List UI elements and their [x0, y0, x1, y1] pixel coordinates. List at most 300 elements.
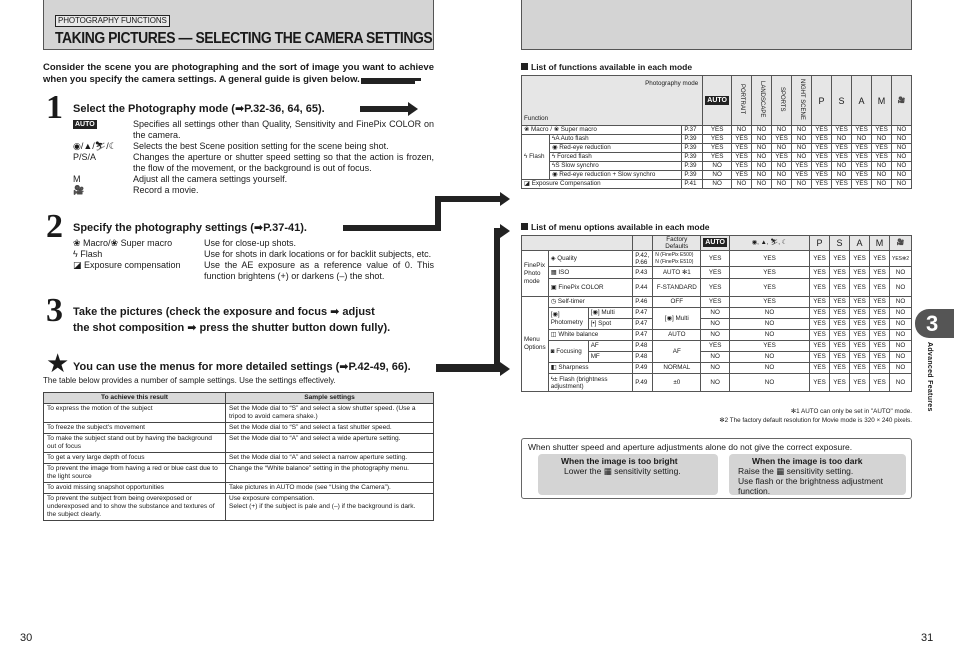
mode-header: LANDSCAPE — [752, 76, 772, 126]
step-1-arrow-shaft — [361, 78, 415, 84]
option-label: ◫ White balance — [548, 330, 633, 341]
intro-text: Consider the scene you are photographing and the sort of image you want to achieve when you specify the camera settings. A general guide is given below. — [43, 62, 434, 85]
setting-desc: Use for close-up shots. — [204, 238, 297, 248]
cell: NO — [792, 135, 812, 144]
setting-key: ❀ Macro/❀ Super macro — [73, 238, 173, 248]
cell: NO — [890, 297, 912, 308]
cell: YES — [810, 267, 830, 279]
cell: NO — [832, 162, 852, 171]
factory-value: F-STANDARD — [653, 279, 701, 297]
page-ref: P.39 — [682, 144, 703, 153]
option-label: [◉] Multi — [588, 308, 633, 319]
mode-desc: Adjust all the camera settings yourself. — [133, 174, 288, 184]
sample-settings-table — [43, 392, 434, 521]
table-note: The table below provides a number of sample settings. Use the settings effectively. — [43, 376, 336, 385]
cell: YES — [810, 330, 830, 341]
step-1-list — [73, 119, 434, 196]
step-3-number: 3 — [46, 292, 63, 329]
cell: YES — [810, 308, 830, 319]
step-2-list — [73, 238, 434, 282]
settings-cell: Set the Mode dial to “S” and select a slow shutter speed. (Use a tripod to avoid camera shake.) — [226, 404, 434, 423]
cell: YES — [701, 341, 730, 352]
settings-cell: Set the Mode dial to “S” and select a fast shutter speed. — [226, 423, 434, 434]
cell: NO — [890, 341, 912, 352]
cell: YES — [703, 153, 732, 162]
step-1-arrow-line — [360, 106, 408, 112]
cell: YES — [812, 153, 832, 162]
cell: NO — [701, 352, 730, 363]
cell: YES — [810, 279, 830, 297]
photometry-label: [◉] Photometry — [548, 308, 588, 330]
step-2-arrow-riser — [435, 201, 441, 231]
table-row — [522, 297, 912, 308]
cell: NO — [752, 180, 772, 189]
cell: YES — [810, 319, 830, 330]
cell: NO — [872, 135, 892, 144]
cell: NO — [792, 153, 812, 162]
footnote-2: ✻2 The factory default resolution for Movie mode is 320 × 240 pixels. — [719, 416, 912, 424]
cell: NO — [852, 135, 872, 144]
page-number-right: 31 — [921, 632, 934, 644]
page-ref: P.39 — [682, 135, 703, 144]
mode-desc: Record a movie. — [133, 185, 199, 195]
mode-header: PORTRAIT — [732, 76, 752, 126]
setting-key: ϟ Flash — [73, 249, 103, 259]
cell: NO — [772, 180, 792, 189]
cell: NO — [701, 374, 730, 392]
mode-header: M — [870, 236, 890, 251]
mode-header: M — [872, 76, 892, 126]
factory-value: OFF — [653, 297, 701, 308]
cell: YES — [703, 126, 732, 135]
table-row — [44, 404, 434, 423]
cell: YES — [812, 135, 832, 144]
cell: YES — [852, 144, 872, 153]
page-ref: P.41 — [682, 180, 703, 189]
page-ref: P.48 — [633, 352, 653, 363]
cell: YES — [701, 297, 730, 308]
option-label: ▦ ISO — [548, 267, 633, 279]
movie-icon: 🎥 — [890, 236, 912, 251]
cell: NO — [772, 126, 792, 135]
tip-dark-heading: When the image is too dark — [752, 456, 863, 466]
cell: YES — [850, 363, 870, 374]
cell: NO — [701, 330, 730, 341]
setting-key: ◪ Exposure compensation — [73, 260, 181, 270]
step-2-arrow-top — [435, 196, 500, 202]
cell: YES — [812, 180, 832, 189]
cell: YES — [810, 374, 830, 392]
settings-cell: Change the “White balance” setting in the photography menu. — [226, 464, 434, 483]
cell: YES — [870, 319, 890, 330]
cell: NO — [892, 171, 912, 180]
cell: NO — [730, 352, 810, 363]
cell: YES — [830, 319, 850, 330]
cell: YES — [852, 171, 872, 180]
mode-desc: Specifies all settings other than Quality, Sensitivity and FinePix COLOR on the camera. — [133, 119, 434, 140]
result-cell: To freeze the subject's movement — [44, 423, 226, 434]
cell: NO — [701, 363, 730, 374]
result-cell: To make the subject stand out by having the background out of focus — [44, 434, 226, 453]
cell: YES — [870, 330, 890, 341]
cell: NO — [892, 162, 912, 171]
cell: YES — [792, 162, 812, 171]
cell: NO — [732, 180, 752, 189]
setting-desc: Use the AE exposure as a reference value of 0. This function brightens (+) or darkens (–) the shot. — [204, 260, 434, 281]
cell: YES — [792, 171, 812, 180]
table-row — [522, 171, 912, 180]
menus-arrow-riser — [494, 228, 500, 370]
page-ref: P.49 — [633, 374, 653, 392]
page-ref: P.44 — [633, 279, 653, 297]
menu-corner — [522, 236, 633, 251]
step-3-heading-1: Take the pictures (check the exposure and focus ➡ adjust — [73, 306, 375, 318]
step-1-item — [73, 119, 434, 141]
cell: YES — [812, 126, 832, 135]
cell: YES — [832, 180, 852, 189]
cell: YES — [810, 363, 830, 374]
function-label: ◪ Exposure Compensation — [522, 180, 682, 189]
cell: YES — [850, 352, 870, 363]
cell: NO — [752, 171, 772, 180]
cell: YES — [830, 251, 850, 267]
cell: NO — [752, 153, 772, 162]
mode-desc: Changes the aperture or shutter speed setting so that the action is frozen, the flow of the movement, or the background is out of focus. — [133, 152, 434, 173]
cell: YES — [852, 153, 872, 162]
cell: NO — [890, 308, 912, 319]
settings-cell: Use exposure compensation. Select (+) if the subject is pale and (–) if the background is dark. — [226, 494, 434, 521]
settings-cell: Take pictures in AUTO mode (see “Using the Camera”). — [226, 483, 434, 494]
step-1-item — [73, 174, 434, 185]
cell: YES — [852, 162, 872, 171]
result-cell: To prevent the subject from being overexposed or underexposed and to show the substance and textures of the subject clearly. — [44, 494, 226, 521]
table-row — [522, 308, 912, 319]
cell: NO — [892, 126, 912, 135]
cell: YES — [830, 279, 850, 297]
option-label: MF — [588, 352, 633, 363]
cell: NO — [772, 162, 792, 171]
function-label: ◉ Red-eye reduction + Slow synchro — [550, 171, 682, 180]
tip-dark-body: Raise the ▦ sensitivity setting. Use flash or the brightness adjustment function. — [738, 466, 884, 496]
result-cell: To prevent the image from having a red or blue cast due to the light source — [44, 464, 226, 483]
result-cell: To express the motion of the subject — [44, 404, 226, 423]
group-label: Menu Options — [522, 297, 549, 392]
option-label: ▣ FinePix COLOR — [548, 279, 633, 297]
cell: YES — [850, 308, 870, 319]
cell: YES — [870, 267, 890, 279]
cell: YES — [810, 297, 830, 308]
page-ref: P.46 — [633, 297, 653, 308]
menus-heading: You can use the menus for more detailed settings (➡P.42-49, 66). — [73, 361, 411, 373]
cell: YES — [830, 341, 850, 352]
cell: YES — [850, 297, 870, 308]
cell: YES — [772, 153, 792, 162]
cell: YES — [850, 319, 870, 330]
movie-icon: 🎥 — [892, 76, 912, 126]
cell: NO — [892, 144, 912, 153]
cell: YES — [870, 341, 890, 352]
page-ref: P.48 — [633, 341, 653, 352]
step-1-heading: Select the Photography mode (➡P.32-36, 64, 65). — [73, 103, 325, 115]
table-header: To achieve this result — [44, 393, 226, 404]
table-row — [522, 267, 912, 279]
cell: NO — [703, 180, 732, 189]
cell: YES — [812, 171, 832, 180]
cell: YES — [732, 144, 752, 153]
step-2-heading: Specify the photography settings (➡P.37-41). — [73, 222, 307, 234]
page-number-left: 30 — [20, 632, 33, 644]
cell: YES — [830, 352, 850, 363]
option-label: ◷ Self-timer — [548, 297, 633, 308]
table-row — [522, 341, 912, 352]
cell: YES — [730, 297, 810, 308]
cell: YES — [830, 297, 850, 308]
cell: YES — [701, 279, 730, 297]
factory-value: AUTO — [653, 330, 701, 341]
cell: YES — [812, 144, 832, 153]
cell: NO — [890, 352, 912, 363]
factory-value: [◉] Multi — [653, 308, 701, 330]
cell: NO — [792, 180, 812, 189]
function-label: ❀ Macro / ❀ Super macro — [522, 126, 682, 135]
table-row — [522, 363, 912, 374]
mode-header: A — [852, 76, 872, 126]
cell: NO — [772, 144, 792, 153]
page-ref: P.39 — [682, 162, 703, 171]
mode-key: ◉/▲/⛷/☾ — [73, 141, 117, 151]
table-row — [44, 483, 434, 494]
table-row — [522, 330, 912, 341]
tip-too-dark — [729, 454, 906, 495]
cell: YES — [830, 363, 850, 374]
setting-desc: Use for shots in dark locations or for backlit subjects, etc. — [204, 249, 432, 259]
table-row — [522, 162, 912, 171]
chapter-tab: 3 — [915, 309, 954, 338]
cell: YES — [732, 171, 752, 180]
cell: YES — [810, 251, 830, 267]
cell: NO — [701, 319, 730, 330]
function-label: ϟ Forced flash — [550, 153, 682, 162]
step-1-item — [73, 185, 434, 196]
cell: NO — [730, 308, 810, 319]
factory-value: AUTO ✻1 — [653, 267, 701, 279]
cell: YES — [850, 341, 870, 352]
footnote-1: ✻1 AUTO can only be set in "AUTO" mode. — [790, 408, 912, 415]
cell: NO — [752, 135, 772, 144]
tip-too-bright — [538, 454, 718, 495]
cell: NO — [752, 162, 772, 171]
cell: NO — [792, 126, 812, 135]
cell: NO — [890, 363, 912, 374]
option-label: ◈ Quality — [548, 251, 633, 267]
factory-value: ±0 — [653, 374, 701, 392]
cell: NO — [730, 330, 810, 341]
cell: NO — [732, 126, 752, 135]
functions-corner: Photography mode Function — [522, 76, 703, 126]
menus-arrow-tip-2 — [500, 362, 510, 376]
cell: NO — [730, 319, 810, 330]
cell: NO — [872, 180, 892, 189]
cell: NO — [892, 153, 912, 162]
cell: NO — [892, 180, 912, 189]
factory-value: AF — [653, 341, 701, 363]
footnotes — [690, 408, 912, 425]
step-1-number: 1 — [46, 89, 63, 126]
page-ref: P.49 — [633, 363, 653, 374]
page-ref: P.47 — [633, 308, 653, 319]
table-row — [44, 453, 434, 464]
tip-bright-body: Lower the ▦ sensitivity setting. — [564, 466, 681, 476]
mode-header: ◉, ▲, ⛷, ☾ — [730, 236, 810, 251]
cell: NO — [703, 171, 732, 180]
cell: YES — [872, 126, 892, 135]
menu-options-title: List of menu options available in each mode — [521, 222, 710, 232]
factory-value: NORMAL — [653, 363, 701, 374]
cell: YES — [730, 267, 810, 279]
page-title: TAKING PICTURES — SELECTING THE CAMERA SETTINGS — [55, 30, 433, 47]
cell: YES — [850, 267, 870, 279]
star-icon: ★ — [46, 348, 70, 378]
table-row — [522, 180, 912, 189]
cell: YES — [830, 267, 850, 279]
step-2-arrow-line — [343, 225, 439, 231]
option-label: AF — [588, 341, 633, 352]
cell: YES — [701, 267, 730, 279]
cell: YES — [852, 126, 872, 135]
cell: YES — [772, 135, 792, 144]
cell: NO — [792, 144, 812, 153]
mode-key: M — [73, 174, 81, 184]
cell: YES — [703, 135, 732, 144]
page-ref: P.39 — [682, 153, 703, 162]
mode-header: P — [810, 236, 830, 251]
cell: YES — [870, 251, 890, 267]
page-ref: P.47 — [633, 330, 653, 341]
table-row — [522, 144, 912, 153]
cell: YES — [812, 162, 832, 171]
step-1-arrow-tip — [408, 102, 418, 116]
tip-bright-heading: When the image is too bright — [561, 456, 678, 466]
menus-arrow-tip — [500, 224, 510, 238]
cell: YES — [850, 251, 870, 267]
functions-table — [521, 75, 912, 189]
cell: YES — [730, 279, 810, 297]
cell: YES — [701, 251, 730, 267]
step-2-number: 2 — [46, 208, 63, 245]
table-row — [522, 251, 912, 267]
cell: NO — [752, 126, 772, 135]
cell: NO — [832, 135, 852, 144]
cell: YES — [830, 374, 850, 392]
table-row — [44, 434, 434, 453]
step-1-item — [73, 152, 434, 174]
functions-title: List of functions available in each mode — [521, 62, 692, 72]
cell: YES — [830, 308, 850, 319]
cell: YES — [732, 162, 752, 171]
exposure-tip-box — [521, 438, 912, 499]
factory-header: Factory Defaults — [653, 236, 701, 251]
cell: YES — [832, 144, 852, 153]
movie-icon: 🎥 — [73, 185, 85, 195]
cell: YES — [810, 352, 830, 363]
cell: YES — [832, 153, 852, 162]
settings-cell: Set the Mode dial to “A” and select a wide aperture setting. — [226, 434, 434, 453]
mode-key: AUTO — [75, 121, 95, 129]
step-2-item — [73, 238, 434, 249]
cell: NO — [892, 135, 912, 144]
cell: NO — [832, 171, 852, 180]
step-1-arrow-corner — [415, 78, 421, 81]
step-2-item — [73, 260, 434, 282]
flash-group-label: ϟ Flash — [522, 135, 550, 180]
chapter-label: Advanced Features — [926, 342, 933, 412]
cell: YES✻2 — [890, 251, 912, 267]
cell: NO — [872, 162, 892, 171]
mode-header: SPORTS — [772, 76, 792, 126]
page-ref: P.37 — [682, 126, 703, 135]
result-cell: To get a very large depth of focus — [44, 453, 226, 464]
cell: YES — [850, 374, 870, 392]
page-ref: P.43 — [633, 267, 653, 279]
focusing-label: ◙ Focusing — [548, 341, 588, 363]
cell: YES — [870, 374, 890, 392]
tip-intro: When shutter speed and aperture adjustments alone do not give the correct exposure. — [528, 442, 853, 452]
mode-desc: Selects the best Scene position setting for the scene being shot. — [133, 141, 389, 151]
page-col-header — [633, 236, 653, 251]
mode-header: P — [812, 76, 832, 126]
menus-arrow-lower — [436, 366, 500, 372]
cell: YES — [732, 153, 752, 162]
cell: YES — [810, 341, 830, 352]
section-tag: PHOTOGRAPHY FUNCTIONS — [55, 15, 170, 27]
table-row — [522, 126, 912, 135]
menu-options-table — [521, 235, 912, 392]
cell: NO — [730, 363, 810, 374]
table-row — [44, 494, 434, 521]
mode-header: AUTO — [703, 76, 732, 126]
cell: YES — [870, 279, 890, 297]
cell: YES — [870, 352, 890, 363]
right-header-bar — [521, 0, 912, 50]
cell: YES — [870, 363, 890, 374]
cell: NO — [703, 162, 732, 171]
cell: YES — [832, 126, 852, 135]
step-3-heading-2: the shot composition ➡ press the shutter button down fully). — [73, 322, 391, 334]
step-2-arrow-tip — [500, 192, 510, 206]
table-row — [522, 374, 912, 392]
mode-header: S — [830, 236, 850, 251]
cell: NO — [890, 319, 912, 330]
function-label: ϟA Auto flash — [550, 135, 682, 144]
step-2-item — [73, 249, 434, 260]
cell: YES — [732, 135, 752, 144]
table-header: Sample settings — [226, 393, 434, 404]
cell: NO — [890, 330, 912, 341]
table-row — [522, 279, 912, 297]
page-ref: P.47 — [633, 319, 653, 330]
mode-key: P/S/A — [73, 152, 97, 162]
mode-header: S — [832, 76, 852, 126]
cell: YES — [872, 153, 892, 162]
cell: NO — [772, 171, 792, 180]
result-cell: To avoid missing snapshot opportunities — [44, 483, 226, 494]
table-row — [522, 153, 912, 162]
mode-header: A — [850, 236, 870, 251]
cell: NO — [752, 144, 772, 153]
function-label: ◉ Red-eye reduction — [550, 144, 682, 153]
function-label: ϟS Slow synchro — [550, 162, 682, 171]
option-label: [•] Spot — [588, 319, 633, 330]
